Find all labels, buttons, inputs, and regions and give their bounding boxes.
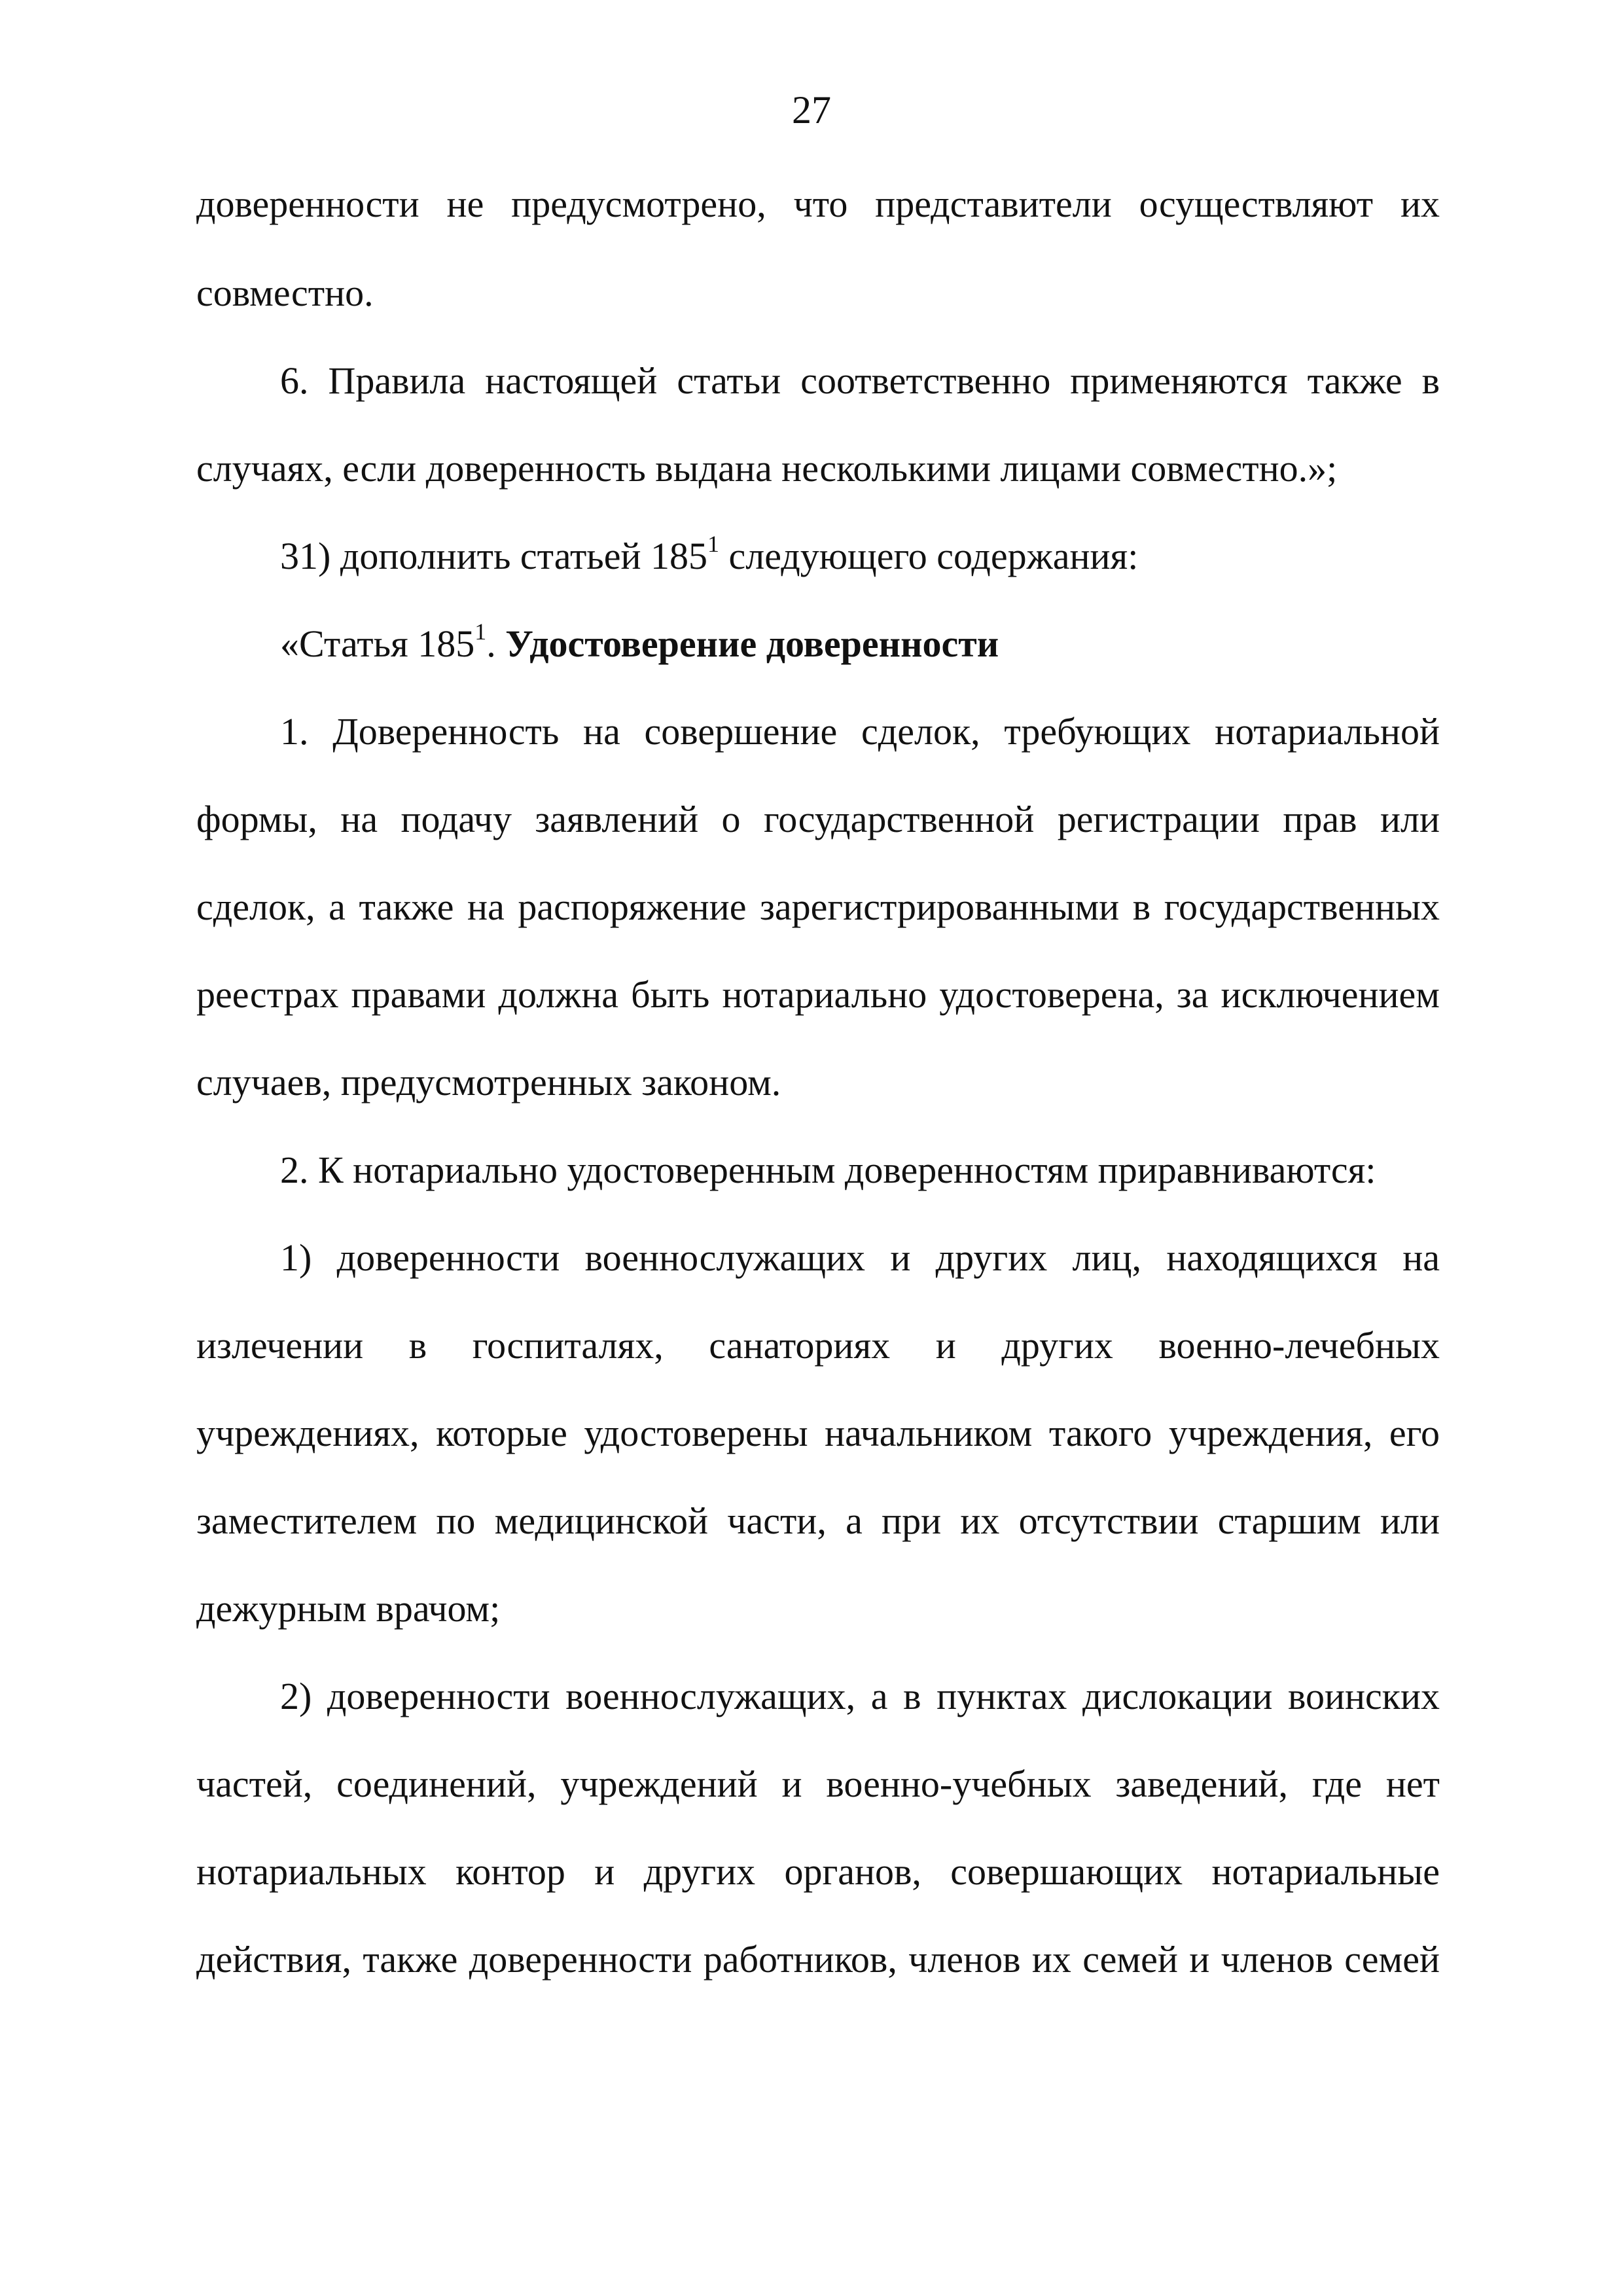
text-line: формы, на подачу заявлений о государственной регистрации прав или	[196, 798, 1440, 840]
text-line: учреждениях, которые удостоверены начальником такого учреждения, его	[196, 1412, 1440, 1454]
text-line: действия, также доверенности работников, членов их семей и членов семей	[196, 1938, 1440, 1981]
text-line: 1) доверенности военнослужащих и других лиц, находящихся на	[280, 1236, 1440, 1279]
text-span: «Статья 185	[280, 622, 475, 665]
text-line: 2. К нотариально удостоверенным доверенностям приравниваются:	[280, 1149, 1376, 1191]
text-line: случаев, предусмотренных законом.	[196, 1061, 781, 1103]
text-span: следующего содержания:	[719, 535, 1139, 577]
text-line: случаях, если доверенность выдана несколькими лицами совместно.»;	[196, 447, 1338, 490]
text-line: сделок, а также на распоряжение зарегистрированными в государственных	[196, 886, 1440, 928]
text-line: частей, соединений, учреждений и военно-учебных заведений, где нет	[196, 1763, 1440, 1805]
text-span: .	[486, 622, 506, 665]
text-line: 2) доверенности военнослужащих, а в пунктах дислокации воинских	[280, 1675, 1440, 1717]
text-line: 1. Доверенность на совершение сделок, требующих нотариальной	[280, 710, 1440, 753]
text-span: 31) дополнить статьей 185	[280, 535, 708, 577]
text-line: совместно.	[196, 272, 374, 314]
text-line: 6. Правила настоящей статьи соответственно применяются также в	[280, 359, 1440, 402]
text-line: доверенности не предусмотрено, что представители осуществляют их	[196, 183, 1440, 225]
article-title: Удостоверение доверенности	[505, 622, 999, 665]
text-line: реестрах правами должна быть нотариально удостоверена, за исключением	[196, 973, 1440, 1016]
superscript: 1	[474, 618, 487, 645]
text-line: излечении в госпиталях, санаториях и других военно-лечебных	[196, 1324, 1440, 1367]
text-line	[196, 530, 1440, 583]
text-line: заместителем по медицинской части, а при их отсутствии старшим или	[196, 1499, 1440, 1542]
page-number: 27	[792, 88, 831, 132]
superscript: 1	[707, 530, 720, 557]
text-line: нотариальных контор и других органов, совершающих нотариальные	[196, 1850, 1440, 1893]
text-line: дежурным врачом;	[196, 1587, 501, 1630]
article-heading	[196, 618, 1440, 670]
